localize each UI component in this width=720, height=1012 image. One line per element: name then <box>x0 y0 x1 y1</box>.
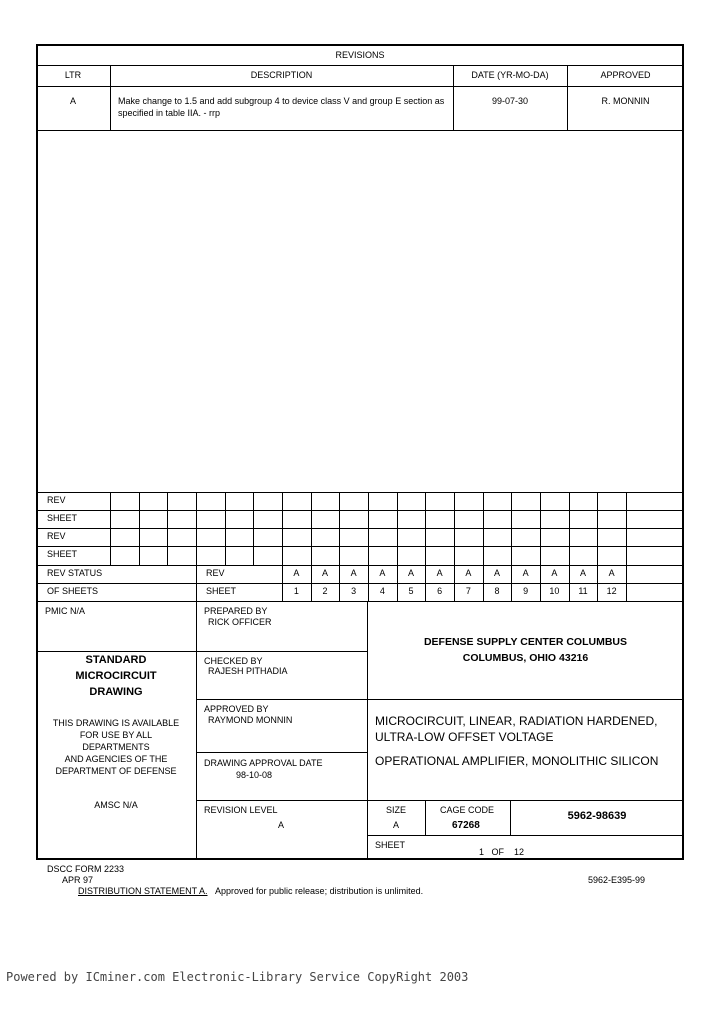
rule <box>36 565 684 566</box>
rule <box>626 492 627 565</box>
availability-3: DEPARTMENTS <box>82 742 150 752</box>
of-sheets-label: OF SHEETS <box>47 586 99 596</box>
distribution-label: DISTRIBUTION STATEMENT A. <box>78 886 208 896</box>
revision-level: A <box>278 820 285 830</box>
rule <box>36 651 196 652</box>
rule <box>36 65 684 66</box>
col-ltr: LTR <box>64 70 82 80</box>
rule <box>196 565 197 860</box>
cage-code: 67268 <box>452 820 480 831</box>
sheet-number-cell: 9 <box>523 586 529 596</box>
approved-by-label: APPROVED BY <box>204 704 269 714</box>
rule <box>196 800 684 801</box>
form-number: DSCC FORM 2233 <box>47 864 125 874</box>
rule <box>511 492 512 565</box>
rule <box>253 492 254 565</box>
sheet-number-cell: 11 <box>578 586 588 596</box>
rev-status-cell: A <box>579 568 586 578</box>
sheet-inner-label: SHEET <box>206 586 237 596</box>
sheet-number-cell: 5 <box>408 586 414 596</box>
rule <box>540 492 541 565</box>
rule <box>139 492 140 565</box>
rule <box>311 492 312 565</box>
rev-status-cell: A <box>350 568 357 578</box>
rule <box>36 510 684 511</box>
rule <box>196 752 367 753</box>
pmic: PMIC N/A <box>45 606 86 616</box>
prepared-by-label: PREPARED BY <box>204 606 268 616</box>
sheet-label-1: SHEET <box>47 513 78 523</box>
rule <box>454 492 455 565</box>
dscc-address: COLUMBUS, OHIO 43216 <box>462 652 589 664</box>
size-value: A <box>393 820 400 830</box>
sheet-number-cell: 2 <box>322 586 328 596</box>
drawing-title-2: ULTRA-LOW OFFSET VOLTAGE <box>375 730 554 744</box>
sheet-number-cell: 6 <box>437 586 443 596</box>
rule <box>225 492 226 565</box>
standard-title-3: DRAWING <box>89 686 143 698</box>
rule <box>110 492 111 565</box>
availability-4: AND AGENCIES OF THE <box>64 754 168 764</box>
standard-title-2: MICROCIRCUIT <box>75 670 157 682</box>
rev-status-label: REV STATUS <box>47 568 103 578</box>
rule <box>483 492 484 565</box>
rule <box>36 601 684 602</box>
rev-status-cell: A <box>493 568 500 578</box>
rev-status-cell: A <box>321 568 328 578</box>
rev-inner-label: REV <box>206 568 225 578</box>
sheet-number-cell: 1 <box>293 586 299 596</box>
rule <box>196 699 684 700</box>
standard-title-1: STANDARD <box>85 654 147 666</box>
rule <box>425 492 426 565</box>
rule <box>167 492 168 565</box>
rule <box>368 492 369 565</box>
rule <box>425 800 426 835</box>
rev-status-cell: A <box>465 568 472 578</box>
distribution-text: Approved for public release; distribution is unlimited. <box>215 886 424 896</box>
rule <box>367 835 684 836</box>
revisions-title: REVISIONS <box>335 50 385 60</box>
rev-label-1: REV <box>47 495 66 505</box>
sheet-number-cell: 3 <box>351 586 357 596</box>
rule <box>397 492 398 565</box>
availability-2: FOR USE BY ALL <box>79 730 153 740</box>
rev-status-cell: A <box>608 568 615 578</box>
sheet-label-2: SHEET <box>47 549 78 559</box>
availability-1: THIS DRAWING IS AVAILABLE <box>52 718 180 728</box>
checked-by-name: RAJESH PITHADIA <box>208 666 288 676</box>
document-code: 5962-E395-99 <box>588 875 646 885</box>
rule <box>196 651 367 652</box>
col-description: DESCRIPTION <box>250 70 313 80</box>
rev-status-cell: A <box>379 568 386 578</box>
rev-date: 99-07-30 <box>491 96 529 106</box>
cage-code-label: CAGE CODE <box>440 805 495 815</box>
col-date: DATE (YR-MO-DA) <box>471 70 549 80</box>
rule <box>36 492 684 493</box>
powered-by-watermark: Powered by ICminer.com Electronic-Library Service CopyRight 2003 <box>6 970 469 984</box>
availability-5: DEPARTMENT OF DEFENSE <box>55 766 177 776</box>
rev-status-cell: A <box>522 568 529 578</box>
sheet-number-cell: 7 <box>465 586 471 596</box>
drawing-number: 5962-98639 <box>567 810 627 822</box>
rule <box>569 492 570 565</box>
approval-date-label: DRAWING APPROVAL DATE <box>204 758 323 768</box>
sheet-number-cell: 4 <box>379 586 385 596</box>
rev-description-line2: specified in table IIA. - rrp <box>118 108 221 118</box>
rule <box>626 565 627 601</box>
rule <box>36 130 684 131</box>
drawing-title-3: OPERATIONAL AMPLIFIER, MONOLITHIC SILICON <box>375 754 659 768</box>
checked-by-label: CHECKED BY <box>204 656 263 666</box>
rev-ltr: A <box>69 96 76 106</box>
prepared-by-name: RICK OFFICER <box>208 617 272 627</box>
size-label: SIZE <box>386 805 407 815</box>
col-approved: APPROVED <box>600 70 651 80</box>
rule <box>36 546 684 547</box>
rev-description-line1: Make change to 1.5 and add subgroup 4 to device class V and group E section as <box>118 96 445 106</box>
rev-label-2: REV <box>47 531 66 541</box>
rule <box>36 583 684 584</box>
drawing-title-1: MICROCIRCUIT, LINEAR, RADIATION HARDENED, <box>375 714 658 728</box>
sheet-label: SHEET <box>375 840 406 850</box>
rev-approved: R. MONNIN <box>601 96 650 106</box>
rev-status-cell: A <box>436 568 443 578</box>
rule <box>282 492 283 565</box>
rule <box>36 528 684 529</box>
approved-by-name: RAYMOND MONNIN <box>208 715 293 725</box>
revision-level-label: REVISION LEVEL <box>204 805 278 815</box>
dscc-name: DEFENSE SUPPLY CENTER COLUMBUS <box>423 636 628 648</box>
form-date: APR 97 <box>62 875 94 885</box>
rev-status-cell: A <box>551 568 558 578</box>
rev-status-cell: A <box>407 568 414 578</box>
rule <box>196 492 197 565</box>
rev-status-cell: A <box>293 568 300 578</box>
sheet-number-cell: 8 <box>494 586 500 596</box>
amsc: AMSC N/A <box>94 800 138 810</box>
rule <box>36 86 684 87</box>
sheet-number-cell: 12 <box>606 586 617 596</box>
rule <box>597 492 598 565</box>
rule <box>339 492 340 565</box>
sheet-number-cell: 10 <box>549 586 560 596</box>
approval-date: 98-10-08 <box>236 770 273 780</box>
sheet-of: 1 OF 12 <box>479 847 525 857</box>
